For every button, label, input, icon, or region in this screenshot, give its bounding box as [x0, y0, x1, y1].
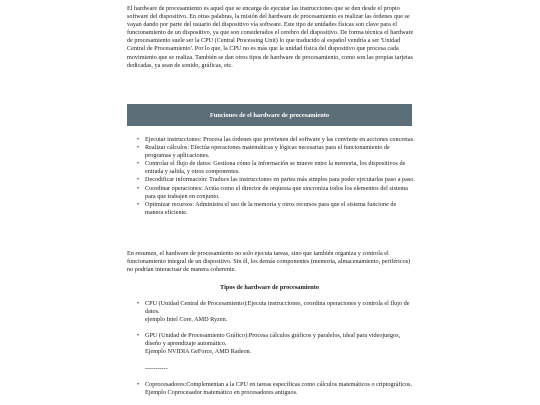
- types-list: [127, 300, 415, 405]
- functions-banner: [127, 104, 412, 126]
- document-page: [127, 0, 415, 405]
- list-item: • Realizar cálculos: Efectúa operaciones matemáticas y lógicas necesarias para el funcionamiento de programas y aplicaciones.: [137, 144, 390, 160]
- functions-title: Funciones de el hardware de procesamiento: [209, 111, 330, 119]
- types-title: Tipos de hardware de procesamiento: [219, 284, 319, 291]
- list-item: • Coordinar operaciones: Actúa como el director de orquesta que sincroniza todos los elementos del sistema para que trabajen en conjunto.: [137, 184, 408, 200]
- bullet-icon: •: [137, 201, 140, 208]
- bullet-icon: •: [137, 185, 140, 192]
- list-item: • Ejecutar instrucciones: Procesa las órdenes que provienen del software y las convierte en acciones concretas.: [137, 136, 415, 143]
- list-item: • Decodificar información: Traduce las instrucciones en partes más simples para poder ejecutarlas paso a paso.: [137, 176, 415, 184]
- bullet-icon: •: [137, 177, 140, 184]
- list-item: • CPU (Unidad Central de Procesamiento):Ejecuta instrucciones, coordina operaciones y controla el flujo de datos. ejemplo Intel Core, AMD Ryzen.: [137, 300, 410, 324]
- list-item: • Coprocesadores:Complementan a la CPU en tareas específicas como cálculos matemáticos o criptográficos. Ejemplo Coprocesador matemático en procesadores antiguos.: [137, 380, 413, 396]
- bullet-icon: •: [137, 161, 140, 168]
- separator-line: -----------: [145, 364, 168, 372]
- bullet-icon: •: [137, 381, 140, 388]
- list-item: • Optimizar recursos: Administra el uso de la memoria y otros recursos para que el sistema funcione de manera eficiente.: [137, 200, 397, 216]
- list-item: • Controlar el flujo de datos: Gestiona cómo la información se mueve entre la memoria, los dispositivos de entrada y salida, y otros componentes.: [137, 160, 406, 176]
- intro-paragraph: El hardware de procesamiento es aquel que se encarga de ejecutar las instrucciones que se den desde el propio software del dispositivo. En otras palabras, la misión del hardware de procesamiento es realizar las órdenes que se vayan dando por parte del usuario del dispositivo vía software. Este tipo de unidades físicas son clave para el funcionamiento de un dispositivo, ya que son considerados el cerebro del dispositivo. De forma técnica el hardware de procesamiento suele ser la CPU (Central Processing Unit) lo que traducido al español vendría a ser 'Unidad Central de Procesamiento'. Por lo que, la CPU no es más que la unidad física del dispositivo que procesa cada movimiento que se realiza. También se dan otros tipos de hardware de procesamiento, como son las propias tarjetas dedicadas, ya sean de sonido, gráficas, etc.: [127, 5, 414, 69]
- bullet-icon: •: [137, 145, 140, 152]
- bullet-icon: •: [137, 333, 140, 340]
- summary-paragraph: En resumen, el hardware de procesamiento no solo ejecuta tareas, sino que también organiza y controla el funcionamiento integral de un dispositivo. Sin él, los demás componentes (memoria, almacenamiento, periféricos) no podrían interactuar de manera coherente.: [127, 250, 411, 274]
- functions-list: [127, 136, 415, 217]
- list-item: • GPU (Unidad de Procesamiento Gráfico):Procesa cálculos gráficos y paralelos, ideal para videojuegos, diseño y aprendizaje automático. Ejemplo NVIDIA GeForce, AMD Radeon. -----------: [145, 332, 415, 372]
- bullet-icon: •: [137, 137, 140, 143]
- bullet-icon: •: [137, 301, 140, 307]
